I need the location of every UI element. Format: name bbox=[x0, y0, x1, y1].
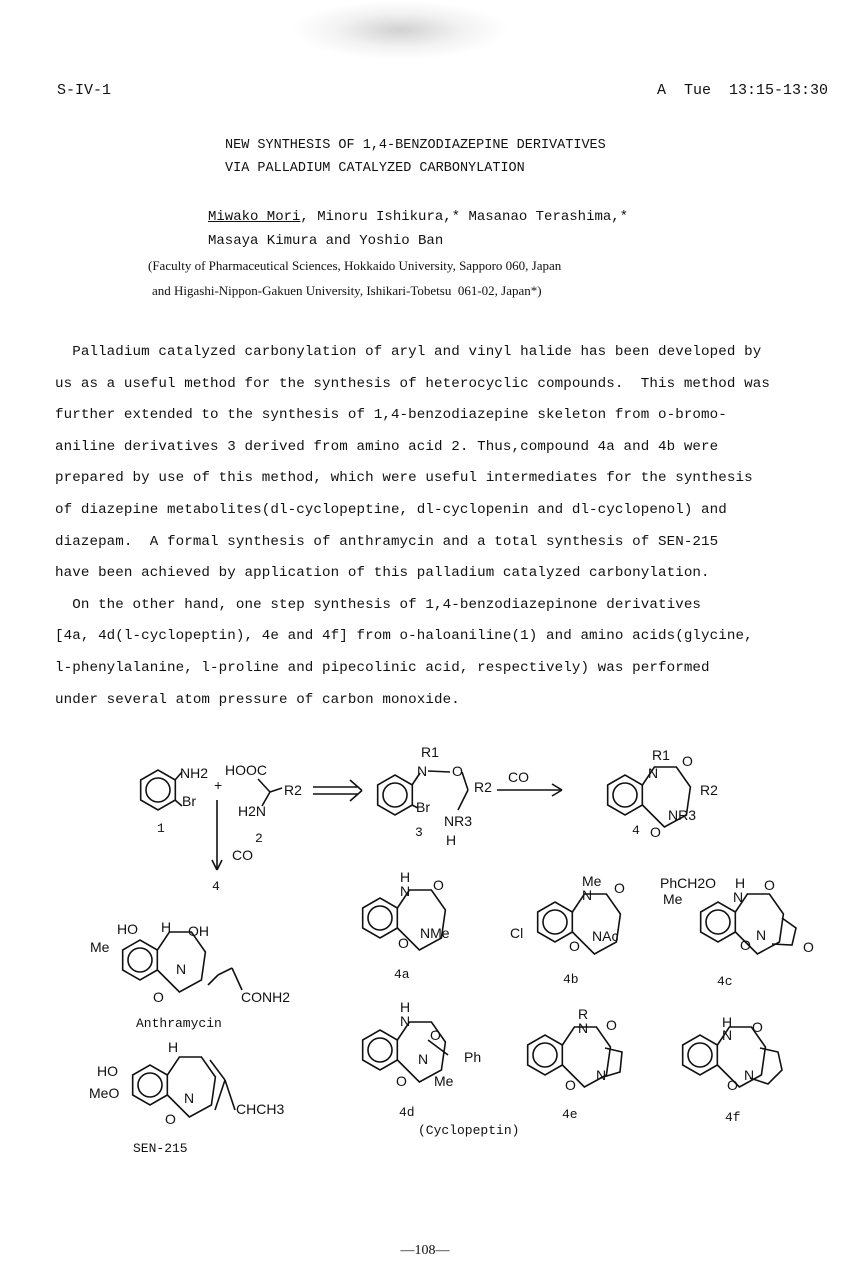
atom-label: O bbox=[398, 935, 409, 951]
atom-label: PhCH2O bbox=[660, 875, 717, 891]
atom-label: O bbox=[569, 938, 580, 954]
atom-label: N bbox=[756, 927, 767, 943]
atom-label: O bbox=[727, 1077, 738, 1093]
atom-label: N bbox=[400, 883, 411, 899]
atom-label: N bbox=[596, 1067, 607, 1083]
atom-label: OH bbox=[188, 923, 209, 939]
title-line-2: VIA PALLADIUM CATALYZED CARBONYLATION bbox=[225, 161, 525, 176]
affiliation-line-1: (Faculty of Pharmaceutical Sciences, Hokkaido University, Sapporo 060, Japan bbox=[148, 258, 562, 273]
compound-label-4f: 4f bbox=[725, 1110, 741, 1125]
bond bbox=[208, 975, 218, 985]
atom-label: H bbox=[161, 919, 172, 935]
atom-label: N bbox=[733, 889, 744, 905]
diazepine-ring bbox=[167, 1057, 215, 1117]
body-line: have been achieved by application of this palladium catalyzed carbonylation. bbox=[55, 565, 710, 582]
arrow bbox=[350, 791, 362, 802]
body-line: of diazepine metabolites(dl-cyclopeptine, dl-cyclopenin and dl-cyclopenol) and bbox=[55, 502, 727, 518]
bond bbox=[258, 779, 270, 792]
body-line: Palladium catalyzed carbonylation of aryl and vinyl halide has been developed by bbox=[55, 344, 762, 360]
arrow bbox=[552, 790, 562, 796]
authors-rest: , Minoru Ishikura,* Masanao Terashima,* bbox=[300, 209, 629, 225]
compound-label-2: 2 bbox=[255, 831, 263, 846]
atom-label: CONH2 bbox=[241, 989, 291, 1005]
aromatic-circle bbox=[533, 1043, 557, 1067]
atom-label: Br bbox=[182, 793, 196, 809]
atom-label: N bbox=[582, 887, 593, 903]
title-line-1: NEW SYNTHESIS OF 1,4-BENZODIAZEPINE DERIVATIVES bbox=[225, 138, 606, 153]
compound-name-sen215: SEN-215 bbox=[133, 1141, 188, 1156]
atom-label: H bbox=[735, 875, 746, 891]
bond bbox=[175, 800, 182, 806]
atom-label: R1 bbox=[421, 744, 439, 760]
compound-label-4b: 4b bbox=[563, 972, 579, 987]
atom-label: H bbox=[168, 1039, 179, 1055]
compound-label-3: 3 bbox=[415, 825, 423, 840]
atom-label: N bbox=[418, 1051, 429, 1067]
atom-label: R bbox=[578, 1006, 589, 1022]
atom-label: HO bbox=[117, 921, 138, 937]
atom-label: HOOC bbox=[225, 762, 267, 778]
body-line: [4a, 4d(l-cyclopeptin), 4e and 4f] from o-haloaniline(1) and amino acids(glycine, bbox=[55, 628, 753, 645]
page-number: —108— bbox=[400, 1243, 450, 1258]
atom-label: R2 bbox=[700, 782, 718, 798]
atom-label: R1 bbox=[652, 747, 670, 763]
aromatic-circle bbox=[613, 783, 637, 807]
body-line: aniline derivatives 3 derived from amino acid 2. Thus,compound 4a and 4b were bbox=[55, 438, 719, 455]
atom-label: O bbox=[650, 824, 661, 840]
aromatic-circle bbox=[543, 910, 567, 934]
compound-label-4-target: 4 bbox=[212, 879, 220, 894]
atom-label: Br bbox=[416, 799, 430, 815]
atom-label: Me bbox=[582, 873, 602, 889]
atom-label: NMe bbox=[420, 925, 450, 941]
body-line: diazepam. A formal synthesis of anthramycin and a total synthesis of SEN-215 bbox=[55, 533, 719, 550]
compound-label-4c: 4c bbox=[717, 974, 733, 989]
atom-label: H bbox=[400, 999, 411, 1015]
bond bbox=[270, 788, 282, 792]
bond bbox=[225, 1080, 235, 1110]
compound-label-4: 4 bbox=[632, 823, 640, 838]
atom-label: NR3 bbox=[668, 807, 697, 823]
atom-label: N bbox=[400, 1013, 411, 1029]
atom-label: O bbox=[433, 877, 444, 893]
aromatic-circle bbox=[688, 1043, 712, 1067]
compound-name-cyclopeptin: (Cyclopeptin) bbox=[418, 1123, 520, 1138]
atom-label: O bbox=[452, 763, 463, 779]
atom-label: O bbox=[606, 1017, 617, 1033]
atom-label: N bbox=[722, 1027, 733, 1043]
bond bbox=[215, 1080, 225, 1110]
authors-line-2: Masaya Kimura and Yoshio Ban bbox=[208, 233, 444, 249]
atom-label: H2N bbox=[238, 803, 267, 819]
body-line: under several atom pressure of carbon monoxide. bbox=[55, 691, 460, 708]
bond bbox=[462, 772, 468, 790]
compound-label-4d: 4d bbox=[399, 1105, 415, 1120]
atom-label: R2 bbox=[284, 782, 302, 798]
atom-label: R2 bbox=[474, 779, 492, 795]
atom-label: O bbox=[740, 937, 751, 953]
compound-label-1: 1 bbox=[157, 821, 165, 836]
atom-label: Ph bbox=[464, 1049, 482, 1065]
aromatic-circle bbox=[146, 778, 170, 802]
aromatic-circle bbox=[368, 906, 392, 930]
atom-label: H bbox=[446, 832, 457, 848]
atom-label: N bbox=[417, 763, 428, 779]
atom-label: CHCH3 bbox=[236, 1101, 285, 1117]
atom-label: Me bbox=[434, 1073, 454, 1089]
aromatic-circle bbox=[128, 948, 152, 972]
atom-label: O bbox=[803, 939, 814, 955]
atom-label: NR3 bbox=[444, 813, 473, 829]
presenter-name: Miwako Mori bbox=[208, 209, 301, 225]
body-line: l-phenylalanine, l-proline and pipecolinic acid, respectively) was performed bbox=[55, 660, 710, 676]
body-line: further extended to the synthesis of 1,4-benzodiazepine skeleton from o-bromo- bbox=[55, 407, 727, 424]
atom-label: N bbox=[184, 1090, 195, 1106]
bond bbox=[218, 968, 232, 975]
body-line: On the other hand, one step synthesis of 1,4-benzodiazepinone derivatives bbox=[55, 596, 702, 613]
atom-label: N bbox=[744, 1067, 755, 1083]
atom-label: O bbox=[752, 1019, 763, 1035]
atom-label: NH2 bbox=[180, 765, 209, 781]
aromatic-circle bbox=[383, 783, 407, 807]
bond bbox=[428, 771, 450, 772]
bond bbox=[458, 790, 468, 810]
aromatic-circle bbox=[368, 1038, 392, 1062]
session-time: A Tue 13:15-13:30 bbox=[656, 82, 828, 99]
arrow-reagent-co: CO bbox=[232, 847, 253, 863]
arrow bbox=[552, 784, 562, 790]
affiliation-line-2: and Higashi-Nippon-Gakuen University, Ishikari-Tobetsu 061-02, Japan*) bbox=[152, 283, 542, 298]
aromatic-circle bbox=[138, 1073, 162, 1097]
body-line: us as a useful method for the synthesis of heterocyclic compounds. This method was bbox=[55, 375, 770, 392]
atom-label: O bbox=[165, 1111, 176, 1127]
session-code: S-IV-1 bbox=[57, 82, 112, 99]
atom-label: Cl bbox=[510, 925, 524, 941]
body-line: prepared by use of this method, which were useful intermediates for the synthesis bbox=[55, 470, 753, 487]
pyrrolidine-ring bbox=[772, 918, 796, 945]
atom-label: MeO bbox=[89, 1085, 120, 1101]
arrow-reagent-co: CO bbox=[508, 769, 529, 785]
atom-label: O bbox=[430, 1027, 441, 1043]
bond bbox=[210, 1060, 225, 1080]
atom-label: O bbox=[396, 1073, 407, 1089]
compound-label-4a: 4a bbox=[394, 967, 410, 982]
aromatic-circle bbox=[706, 910, 730, 934]
plus-sign: + bbox=[214, 777, 223, 793]
atom-label: O bbox=[614, 880, 625, 896]
atom-label: H bbox=[400, 869, 411, 885]
atom-label: N bbox=[176, 961, 187, 977]
atom-label: N bbox=[578, 1020, 589, 1036]
atom-label: O bbox=[764, 877, 775, 893]
atom-label: NAc bbox=[592, 928, 619, 944]
atom-label: O bbox=[682, 753, 693, 769]
compound-name-anthramycin: Anthramycin bbox=[136, 1016, 222, 1031]
atom-label: O bbox=[153, 989, 164, 1005]
atom-label: O bbox=[565, 1077, 576, 1093]
atom-label: H bbox=[722, 1014, 733, 1030]
bond bbox=[232, 968, 242, 990]
atom-label: Me bbox=[663, 891, 683, 907]
arrow bbox=[350, 780, 362, 791]
atom-label: HO bbox=[97, 1063, 118, 1079]
compound-label-4e: 4e bbox=[562, 1107, 578, 1122]
atom-label: N bbox=[648, 765, 659, 781]
atom-label: Me bbox=[90, 939, 110, 955]
